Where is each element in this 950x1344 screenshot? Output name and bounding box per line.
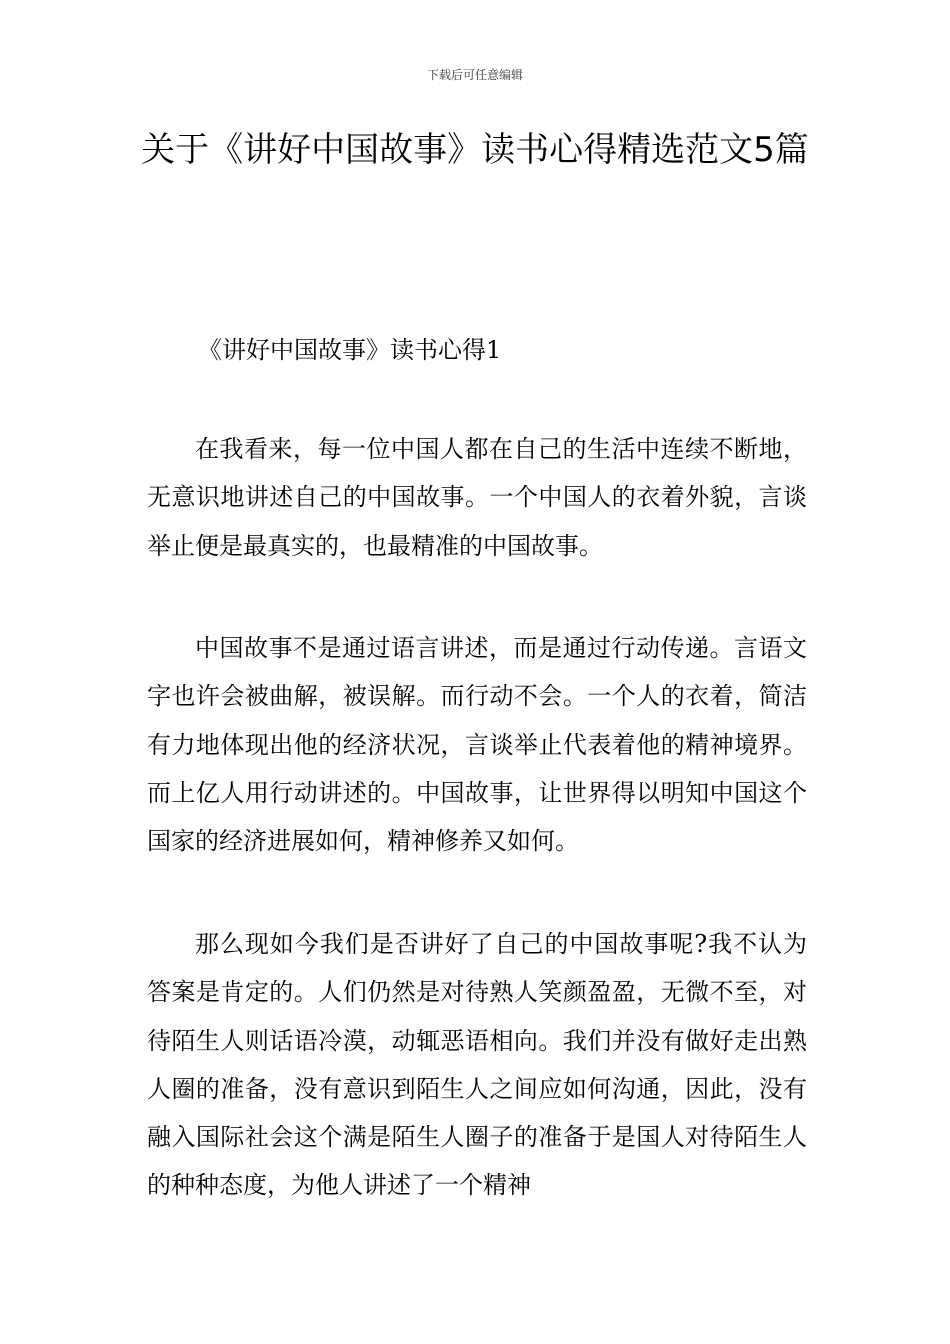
header-note: 下载后可任意编辑: [426, 68, 523, 82]
paragraph-3: 那么现如今我们是否讲好了自己的中国故事呢?我不认为答案是肯定的。人们仍然是对待熟人笑颜盈盈，无微不至，对待陌生人则话语冷漠，动辄恶语相向。我们并没有做好走出熟人圈的准备，没有意识到陌生人之间应如何沟通，因此，没有融入国际社会这个满是陌生人圈子的准备于是国人对待陌生人的种种态度，为他人讲述了一个精神: [147, 930, 807, 1200]
paragraph-2: 中国故事不是通过语言讲述，而是通过行动传递。言语文字也许会被曲解，被误解。而行动不会。一个人的衣着，简洁有力地体现出他的经济状况，言谈举止代表着他的精神境界。而上亿人用行动讲述的。中国故事，让世界得以明知中国这个国家的经济进展如何，精神修养又如何。: [147, 634, 807, 856]
section-heading: 《讲好中国故事》读书心得1: [198, 336, 502, 364]
document-title: 关于《讲好中国故事》读书心得精选范文5篇: [141, 130, 809, 170]
paragraph-1: 在我看来，每一位中国人都在自己的生活中连续不断地，无意识地讲述自己的中国故事。一个中国人的衣着外貌，言谈举止便是最真实的，也最精准的中国故事。: [147, 435, 807, 560]
